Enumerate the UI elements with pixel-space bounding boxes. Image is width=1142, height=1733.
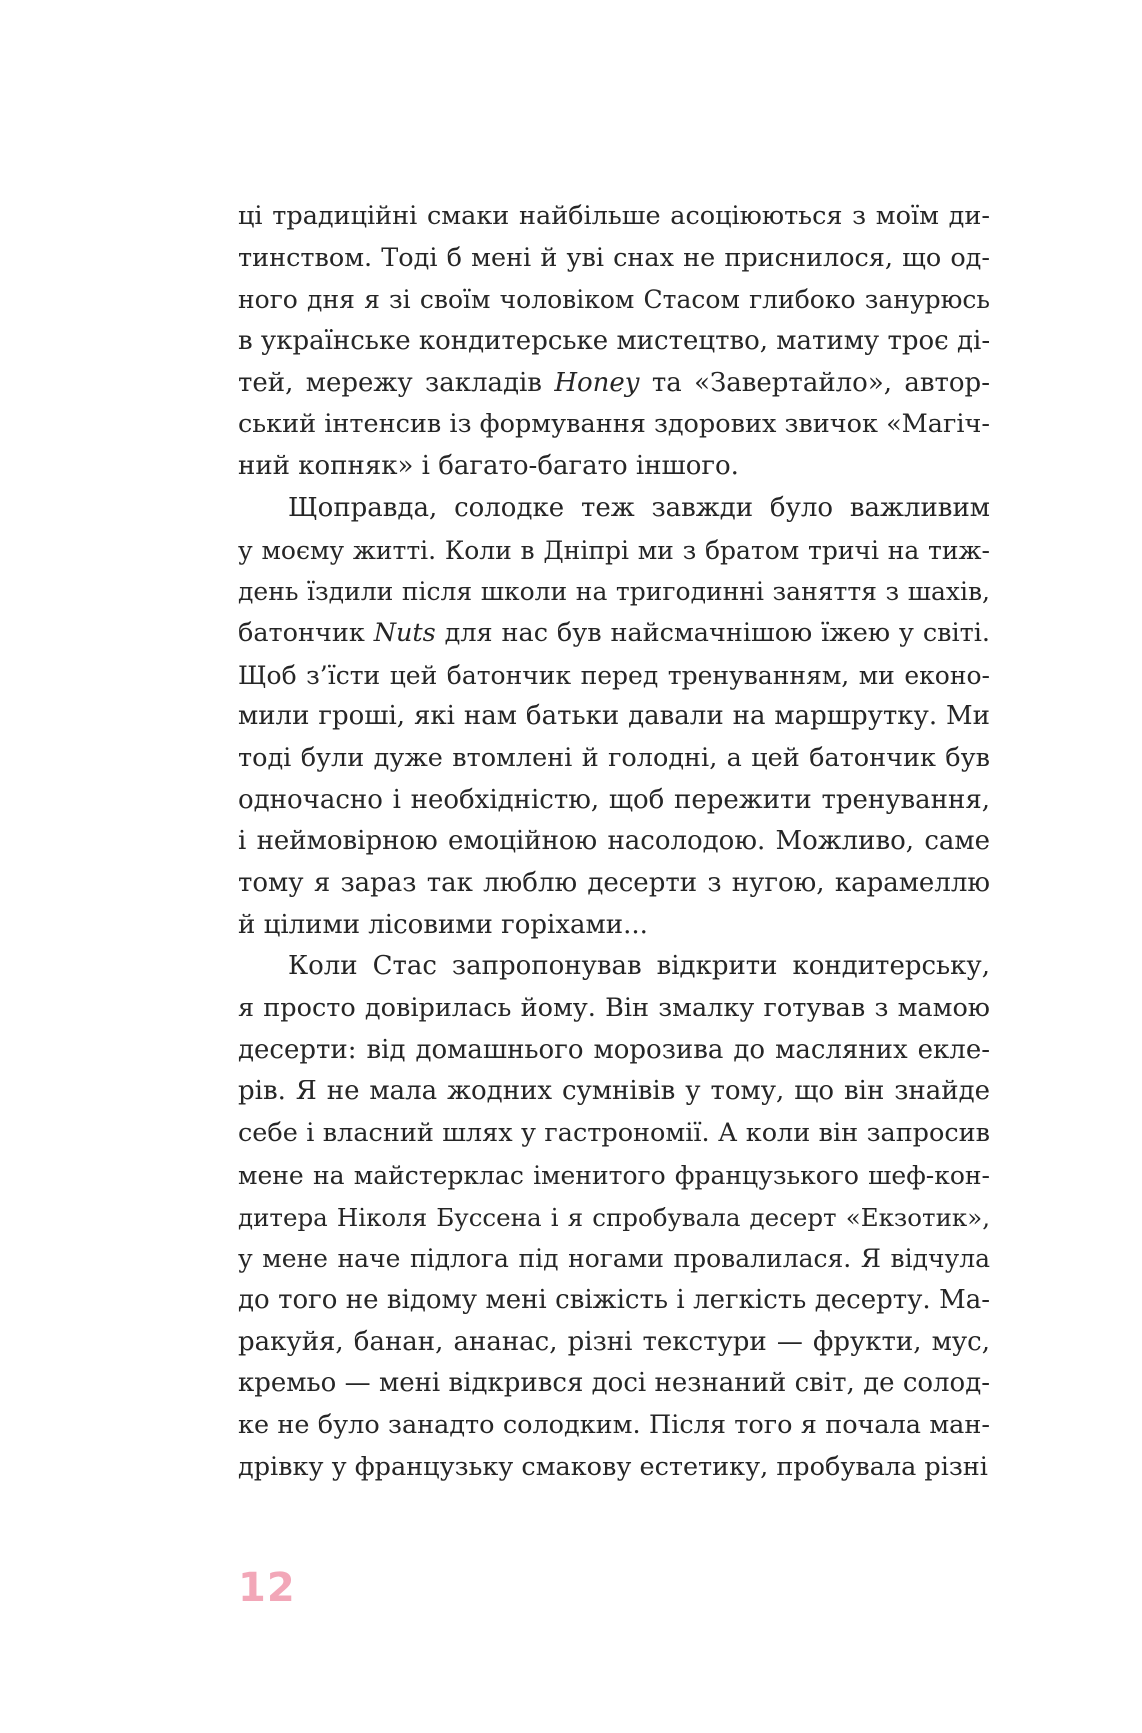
text-line	[238, 1113, 990, 1155]
text-line	[238, 1405, 990, 1447]
text-segment: й цілими лісовими горіхами...	[238, 909, 648, 940]
text-line	[238, 1071, 990, 1113]
text-line	[238, 988, 990, 1030]
text-line	[238, 446, 990, 488]
text-line	[238, 279, 990, 321]
text-line	[238, 655, 990, 697]
text-segment: ний копняк» і багато-багато іншого.	[238, 451, 739, 482]
text-line	[238, 863, 990, 905]
text-line	[238, 1322, 990, 1364]
text-line	[238, 696, 990, 738]
text-line	[238, 530, 990, 572]
text-segment: рів. Я не мала жодних сумнівів у тому, що він знайде	[238, 1076, 990, 1107]
text-line	[238, 946, 990, 988]
brand-name: Honey	[554, 367, 640, 398]
text-segment: Щоправда, солодке теж завжди було важливим	[288, 492, 990, 523]
text-segment: дитера Ніколя Буссена і я спробувала десерт «Екзотик»,	[238, 1202, 990, 1232]
text-line	[238, 404, 990, 446]
text-line	[238, 1280, 990, 1322]
text-segment: кремьо — мені відкрився досі незнаний світ, де солод-	[238, 1368, 990, 1399]
text-segment: та «Завертайло», автор-	[639, 367, 990, 398]
text-segment: у моєму житті. Коли в Дніпрі ми з братом тричі на тиж-	[238, 535, 990, 565]
text-line	[238, 1238, 990, 1280]
text-line	[238, 1447, 990, 1489]
text-segment: для нас був найсмачнішою їжею у світі.	[435, 617, 990, 648]
text-segment: мене на майстерклас іменитого французького шеф-кон-	[238, 1160, 990, 1190]
text-segment: тоді були дуже втомлені й голодні, а цей батончик був	[238, 742, 990, 773]
text-segment: мили гроші, які нам батьки давали на маршрутку. Ми	[238, 701, 990, 732]
text-line	[238, 1030, 990, 1072]
brand-name: Nuts	[373, 617, 436, 648]
text-segment: ський інтенсив із формування здорових звичок «Магіч-	[238, 409, 990, 440]
text-segment: десерти: від домашнього морозива до масляних екле-	[238, 1034, 990, 1065]
text-segment: батончик	[238, 617, 374, 648]
text-segment: ного дня я зі своїм чоловіком Стасом глибоко занурюсь	[238, 285, 990, 315]
text-segment: одночасно і необхідністю, щоб пережити тренування,	[238, 784, 990, 815]
text-line	[238, 821, 990, 863]
text-line	[238, 780, 990, 822]
text-segment: тей, мережу закладів	[238, 367, 555, 398]
text-segment: Коли Стас запропонував відкрити кондитерську,	[288, 951, 990, 982]
text-line	[238, 905, 990, 947]
text-line	[238, 363, 990, 405]
text-line	[238, 1197, 990, 1239]
text-segment: дрівку у французьку смакову естетику, пробувала різні	[238, 1451, 988, 1482]
body-text	[238, 196, 990, 1488]
text-line	[238, 738, 990, 780]
text-segment: в українське кондитерське мистецтво, матиму троє ді-	[238, 326, 991, 357]
page-number: 12	[238, 1565, 296, 1611]
text-segment: до того не відому мені свіжість і легкість десерту. Ма-	[238, 1284, 990, 1315]
text-line	[238, 238, 990, 280]
text-segment: себе і власний шлях у гастрономії. А коли він запросив	[238, 1118, 990, 1149]
text-segment: ке не було занадто солодким. Після того я почала ман-	[238, 1409, 990, 1440]
text-segment: у мене наче підлога під ногами провалилася. Я відчула	[238, 1244, 990, 1274]
text-line	[238, 196, 990, 238]
text-segment: Щоб з’їсти цей батончик перед тренуванням, ми еконо-	[238, 660, 990, 690]
text-segment: ці традиційні смаки найбільше асоціюються з моїм ди-	[238, 201, 990, 231]
text-segment: тому я зараз так люблю десерти з нугою, карамеллю	[238, 868, 990, 898]
text-segment: ракуйя, банан, ананас, різні текстури — фрукти, мус,	[238, 1326, 990, 1357]
text-line	[238, 488, 990, 530]
text-line	[238, 321, 990, 363]
text-line	[238, 1155, 990, 1197]
text-segment: день їздили після школи на тригодинні заняття з шахів,	[238, 577, 990, 607]
text-line	[238, 613, 990, 655]
text-segment: і неймовірною емоційною насолодою. Можливо, саме	[238, 826, 990, 857]
text-line	[238, 571, 990, 613]
text-segment: тинством. Тоді б мені й уві снах не приснилося, що од-	[238, 242, 990, 273]
text-line	[238, 1363, 990, 1405]
text-segment: я просто довірилась йому. Він змалку готував з мамою	[238, 993, 990, 1024]
